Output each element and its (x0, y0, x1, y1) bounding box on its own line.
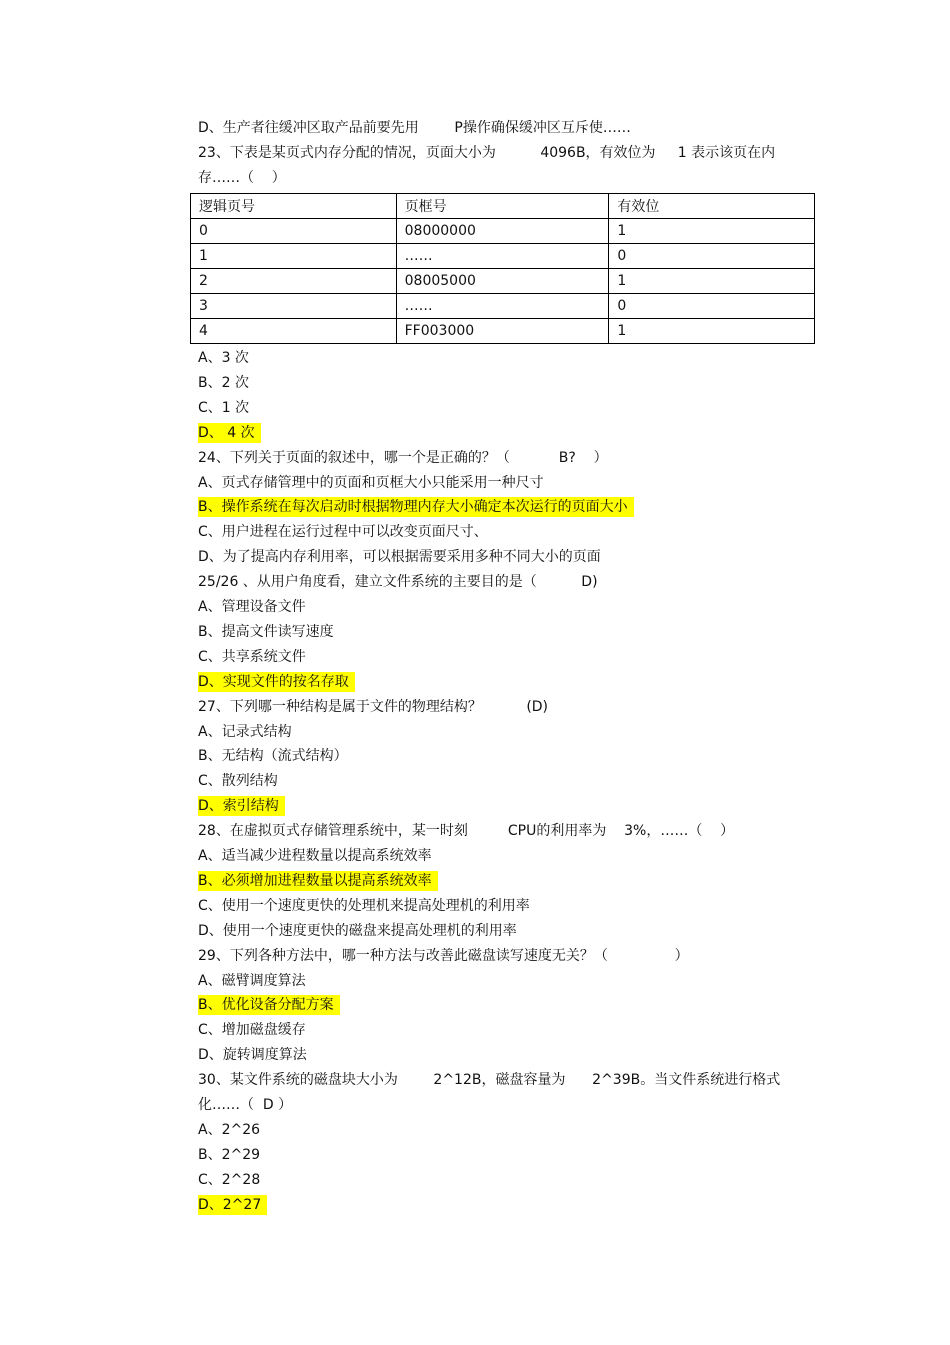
text-line (198, 647, 306, 667)
text-line (198, 597, 306, 617)
text-line: 存……（ ） (198, 170, 286, 186)
table-cell: FF003000 (396, 319, 609, 344)
line-text: 化……（ D ） (198, 1097, 293, 1113)
text-line (198, 1020, 306, 1040)
line-text: D、 4 次 (198, 423, 261, 443)
table-header-cell: 页框号 (396, 194, 609, 219)
table-cell: 0 (609, 244, 815, 269)
line-text: 29、下列各种方法中，哪一种方法与改善此磁盘读写速度无关？（ ） (198, 948, 689, 964)
table-row (191, 319, 815, 344)
line-text: 28、在虚拟页式存储管理系统中，某一时刻 CPU的利用率为 3%，……（ ） (198, 823, 735, 839)
highlighted-answer-line (198, 423, 261, 443)
line-text: D、索引结构 (198, 796, 285, 816)
table-cell: 2 (191, 269, 397, 294)
line-text: A、适当减少进程数量以提高系统效率 (198, 848, 432, 864)
text-line (198, 373, 249, 393)
table-row (191, 244, 815, 269)
line-text: B、2 次 (198, 375, 249, 391)
line-text: D、2^27 (198, 1195, 267, 1215)
text-line (198, 896, 530, 916)
line-text: B、操作系统在每次启动时根据物理内存大小确定本次运行的页面大小 (198, 497, 634, 517)
table-header-cell: 逻辑页号 (191, 194, 397, 219)
table-row (191, 294, 815, 319)
table-cell: 3 (191, 294, 397, 319)
line-text: A、页式存储管理中的页面和页框大小只能采用一种尺寸 (198, 475, 544, 491)
line-text: C、散列结构 (198, 773, 278, 789)
question-23: 23、下表是某页式内存分配的情况，页面大小为 4096B，有效位为 1 表示该页在内 (198, 145, 776, 161)
line-text: A、3 次 (198, 350, 249, 366)
line-text: B、2^29 (198, 1147, 261, 1163)
page-table (190, 193, 815, 344)
line-text: C、用户进程在运行过程中可以改变页面尺寸、 (198, 524, 488, 540)
text-line (198, 1070, 780, 1090)
text-line (198, 771, 278, 791)
line-text: C、增加磁盘缓存 (198, 1022, 306, 1038)
table-row (191, 269, 815, 294)
line-text: A、管理设备文件 (198, 599, 306, 615)
line-text: 25/26 、从用户角度看，建立文件系统的主要目的是（ D) (198, 574, 598, 590)
line-text: D、为了提高内存利用率，可以根据需要采用多种不同大小的页面 (198, 549, 601, 565)
text-line (198, 1145, 260, 1165)
table-cell: …… (396, 294, 609, 319)
table-cell: 1 (191, 244, 397, 269)
line-text: 27、下列哪一种结构是属于文件的物理结构？ (D) (198, 699, 549, 715)
line-text: B、优化设备分配方案 (198, 995, 340, 1015)
text-line (198, 572, 598, 592)
text-line (198, 821, 734, 841)
line-text: 24、下列关于页面的叙述中，哪一个是正确的？（ B? ） (198, 450, 608, 466)
highlighted-answer-line (198, 871, 438, 891)
line-text: C、2^28 (198, 1172, 261, 1188)
line-text: 30、某文件系统的磁盘块大小为 2^12B，磁盘容量为 2^39B。当文件系统进行格式 (198, 1072, 781, 1088)
table-cell: 0 (609, 294, 815, 319)
text-line (198, 846, 432, 866)
text-line (198, 547, 601, 567)
line-text: B、无结构（流式结构） (198, 748, 348, 764)
table-cell: 1 (609, 319, 815, 344)
line-text: A、2^26 (198, 1122, 261, 1138)
text-line (198, 1170, 260, 1190)
line-text: A、记录式结构 (198, 724, 292, 740)
line-text: A、磁臂调度算法 (198, 973, 306, 989)
table-cell: 0 (191, 219, 397, 244)
table-cell: 1 (609, 219, 815, 244)
table-cell: 08005000 (396, 269, 609, 294)
text-line (198, 473, 544, 493)
table-row (191, 219, 815, 244)
line-text: B、必须增加进程数量以提高系统效率 (198, 871, 438, 891)
line-text: D、旋转调度算法 (198, 1047, 307, 1063)
line-text: C、1 次 (198, 400, 250, 416)
text-line: D、生产者往缓冲区取产品前要先用 P操作确保缓冲区互斥使…… (198, 120, 631, 136)
table-header-row (191, 194, 815, 219)
text-line (198, 1095, 292, 1115)
text-line (198, 946, 689, 966)
text-line (198, 622, 334, 642)
line-text: D、实现文件的按名存取 (198, 672, 355, 692)
highlighted-answer-line (198, 497, 634, 517)
table-cell: …… (396, 244, 609, 269)
line-text: B、提高文件读写速度 (198, 624, 334, 640)
text-line (198, 522, 488, 542)
line-text: D、使用一个速度更快的磁盘来提高处理机的利用率 (198, 923, 517, 939)
highlighted-answer-line (198, 995, 340, 1015)
text-line (198, 448, 608, 468)
line-text: C、共享系统文件 (198, 649, 306, 665)
text-line (198, 348, 249, 368)
highlighted-answer-line (198, 1195, 267, 1215)
highlighted-answer-line (198, 672, 355, 692)
highlighted-answer-line (198, 796, 285, 816)
line-text: C、使用一个速度更快的处理机来提高处理机的利用率 (198, 898, 530, 914)
text-line (198, 1120, 260, 1140)
text-line (198, 697, 548, 717)
text-line (198, 746, 348, 766)
text-line (198, 921, 517, 941)
text-line (198, 971, 306, 991)
table-header-cell: 有效位 (609, 194, 815, 219)
table-cell: 1 (609, 269, 815, 294)
table-cell: 4 (191, 319, 397, 344)
text-line (198, 1045, 307, 1065)
text-line (198, 398, 249, 418)
text-line (198, 722, 292, 742)
table-cell: 08000000 (396, 219, 609, 244)
